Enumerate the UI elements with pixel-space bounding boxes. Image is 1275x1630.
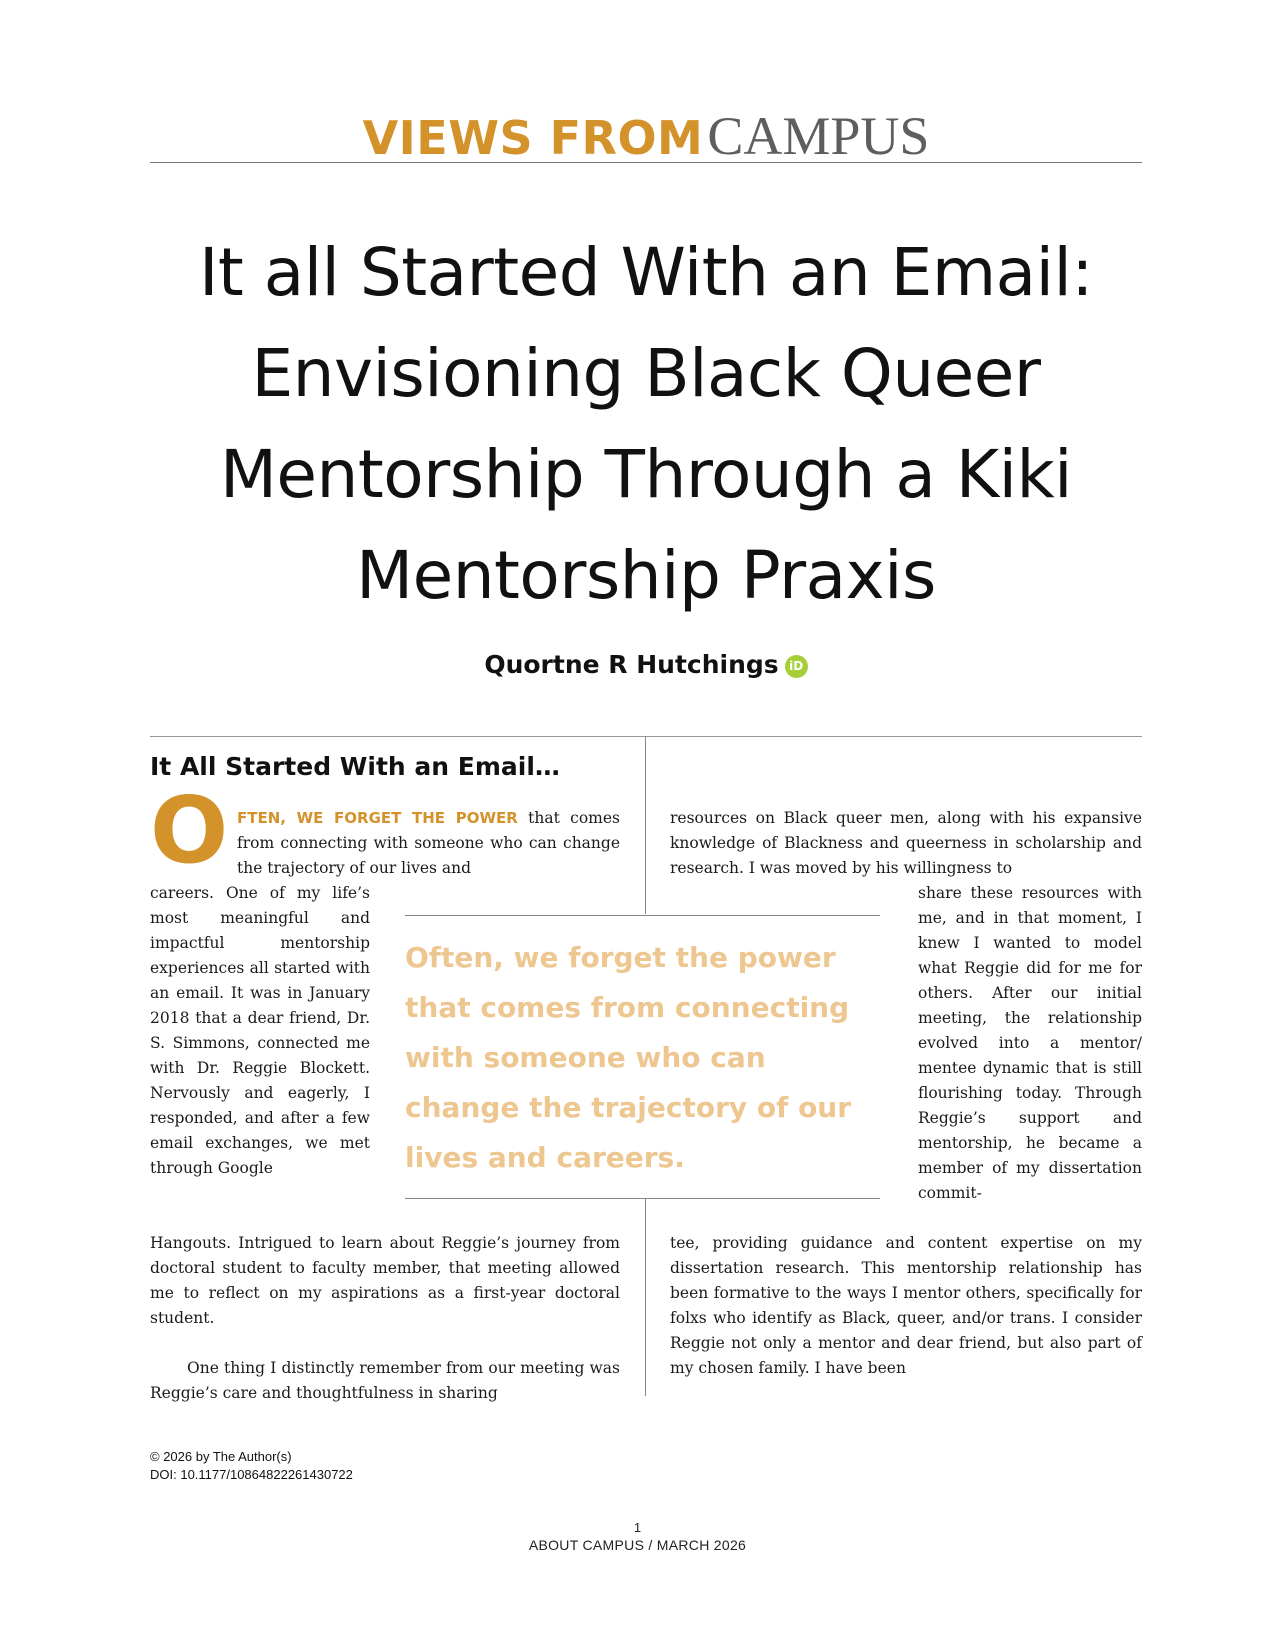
orcid-icon[interactable]: iD bbox=[785, 655, 808, 678]
journal-footer: ABOUT CAMPUS / MARCH 2026 bbox=[528, 1537, 747, 1553]
pull-quote: Often, we forget the power that comes from connecting with someone who can change the trajectory of our lives and careers. bbox=[405, 941, 852, 1174]
paragraph-2: One thing I distinctly remember from our meeting was Reggie’s care and thoughtfulness in sharing bbox=[150, 1359, 620, 1402]
column-2-top: resources on Black queer men, along with his expansive knowledge of Blackness and queerness in scholarship and research. I was moved by his willingness to bbox=[670, 809, 1142, 877]
column-divider-top bbox=[645, 736, 646, 914]
paragraph-1-intro-text: that comes from connecting with someone who can change the trajectory of our lives and bbox=[237, 809, 621, 877]
article-title: It all Started With an Email: Envisioning Black Queer Mentorship Through a Kiki Mentorship Praxis bbox=[198, 234, 1094, 614]
copyright-block bbox=[150, 1448, 353, 1484]
lead-caps: FTEN, WE FORGET THE POWER bbox=[237, 809, 518, 827]
column-2-narrow: share these resources with me, and in that moment, I knew I wanted to model what Reggie did for me for others. After our initial meeting, the relationship evolved into a mentor/ mentee dynamic that is still flourishing today. Through Reggie’s support and mentorship, he became a member of my dissertation commit- bbox=[918, 884, 1142, 1202]
section-heading: It All Started With an Email… bbox=[150, 752, 560, 781]
section-rule bbox=[150, 736, 1142, 737]
header-rule bbox=[150, 162, 1142, 163]
section-banner bbox=[150, 105, 1142, 165]
column-2-end: tee, providing guidance and content expertise on my dissertation research. This mentorship relationship has been formative to the ways I mentor others, specifically for folxs who identify as Black, queer, and/or trans. I consider Reggie not only a mentor and dear friend, but also part of my chosen family. I have been bbox=[670, 1234, 1142, 1377]
page-number: 1 bbox=[633, 1520, 642, 1535]
banner-campus: CAMPUS bbox=[707, 106, 930, 166]
paragraph-1-end: Hangouts. Intrigued to learn about Reggie’s journey from doctoral student to faculty member, that meeting allowed me to reflect on my aspirations as a first-year doctoral student. bbox=[150, 1234, 620, 1327]
paragraph-1-intro bbox=[237, 806, 620, 881]
author-line bbox=[150, 650, 1142, 679]
paragraph-1-narrow: careers. One of my life’s most meaningful and impactful mentorship experiences all started with an email. It was in January 2018 that a dear friend, Dr. S. Simmons, connected me with Dr. Reggie Blockett. Nervously and eagerly, I responded, and after a few email exchanges, we met through Google bbox=[150, 884, 370, 1177]
doi: DOI: 10.1177/10864822261430722 bbox=[150, 1467, 353, 1482]
column-divider-bottom bbox=[645, 1198, 646, 1396]
drop-cap: O bbox=[150, 777, 229, 884]
author-name: Quortne R Hutchings bbox=[484, 650, 779, 679]
banner-views-from: VIEWS FROM bbox=[362, 111, 704, 165]
copyright: © 2026 by The Author(s) bbox=[150, 1449, 292, 1464]
